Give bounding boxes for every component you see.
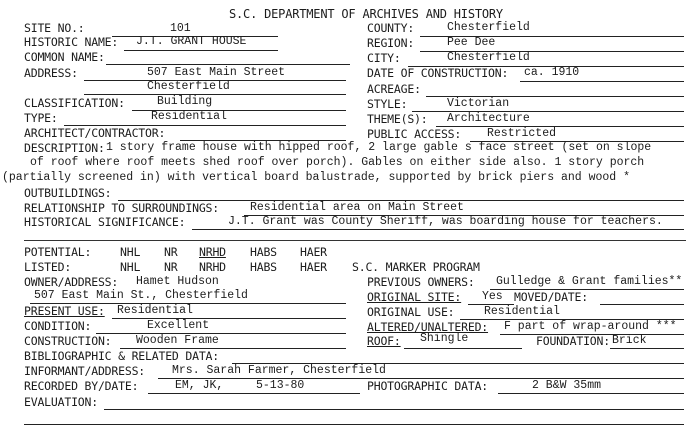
condition-label: CONDITION: (24, 319, 92, 333)
original-site-value: Yes (482, 290, 503, 303)
themes-line (436, 126, 684, 127)
type-label: TYPE: (24, 111, 58, 125)
architect-label: ARCHITECT/CONTRACTOR: (24, 126, 166, 140)
county-label: COUNTY: (367, 21, 415, 35)
previous-owners-value: Gulledge & Grant families** (496, 275, 683, 288)
condition-line (96, 333, 346, 334)
recorded-date-value: 5-13-80 (256, 379, 305, 392)
listed-nrhd: NRHD (199, 260, 226, 274)
public-access-label: PUBLIC ACCESS: (367, 127, 462, 141)
historic-name-value: J.T. GRANT HOUSE (136, 35, 247, 48)
informant-value: Mrs. Sarah Farmer, Chesterfield (172, 364, 386, 377)
photographic-label: PHOTOGRAPHIC DATA: (367, 379, 489, 393)
classification-label: CLASSIFICATION: (24, 96, 125, 110)
construction-value: Wooden Frame (136, 334, 219, 347)
themes-value: Architecture (447, 112, 530, 125)
altered-label: ALTERED/UNALTERED: (367, 320, 489, 334)
outbuildings-label: OUTBUILDINGS: (24, 186, 112, 200)
potential-habs: HABS (250, 245, 277, 259)
county-value: Chesterfield (447, 21, 530, 34)
address-label: ADDRESS: (24, 66, 78, 80)
marker-program-label: S.C. MARKER PROGRAM (352, 260, 480, 274)
owner-label: OWNER/ADDRESS: (24, 275, 119, 289)
description-line-3: (partially screened in) with vertical board balustrade, supported by brick piers and wood * (2, 171, 631, 184)
original-use-label: ORIGINAL USE: (367, 305, 455, 319)
previous-owners-label: PREVIOUS OWNERS: (367, 275, 475, 289)
relationship-label: RELATIONSHIP TO SURROUNDINGS: (24, 201, 219, 215)
condition-value: Excellent (147, 319, 210, 332)
owner-value-2: 507 East Main St., Chesterfield (34, 289, 248, 302)
recorded-label: RECORDED BY/DATE: (24, 379, 139, 393)
foundation-line (610, 348, 684, 349)
evaluation-label: EVALUATION: (24, 395, 98, 409)
moved-date-label: MOVED/DATE: (514, 290, 588, 304)
informant-label: INFORMANT/ADDRESS: (24, 364, 146, 378)
section-divider (24, 240, 686, 241)
historical-significance-value: J.T. Grant was County Sheriff, was boarding house for teachers. (228, 215, 663, 228)
common-name-label: COMMON NAME: (24, 50, 105, 64)
date-construction-line (520, 81, 684, 82)
acreage-label: ACREAGE: (367, 82, 421, 96)
themes-label: THEME(S): (367, 112, 428, 126)
roof-label: ROOF: (367, 334, 401, 348)
description-line-1: 1 story frame house with hipped roof, 2 large gable s face street (set on slope (106, 141, 652, 154)
foundation-value: Brick (612, 334, 647, 347)
address-value-1: 507 East Main Street (147, 66, 286, 79)
historical-significance-line (192, 229, 684, 230)
form-header: S.C. DEPARTMENT OF ARCHIVES AND HISTORY (229, 7, 503, 21)
bibliographic-label: BIBLIOGRAPHIC & RELATED DATA: (24, 349, 219, 363)
photographic-line (498, 393, 684, 394)
region-value: Pee Dee (447, 36, 496, 49)
classification-value: Building (157, 95, 213, 108)
style-value: Victorian (447, 97, 510, 110)
original-site-label: ORIGINAL SITE: (367, 290, 462, 304)
date-construction-label: DATE OF CONSTRUCTION: (367, 66, 509, 80)
potential-nhl: NHL (120, 245, 141, 259)
historical-significance-label: HISTORICAL SIGNIFICANCE: (24, 215, 186, 229)
potential-nr: NR (164, 245, 178, 259)
historic-name-label: HISTORIC NAME: (24, 35, 119, 49)
foundation-label: FOUNDATION: (536, 334, 610, 348)
description-label: DESCRIPTION: (24, 141, 105, 155)
common-name-line (106, 64, 350, 65)
original-use-value: Residential (484, 305, 560, 318)
site-no-value: 101 (170, 22, 191, 35)
listed-nhl: NHL (120, 260, 141, 274)
photographic-value: 2 B&W 35mm (532, 379, 602, 392)
moved-date-line (600, 304, 684, 305)
address-value-2: Chesterfield (147, 80, 230, 93)
potential-nrhd: NRHD (199, 245, 226, 259)
site-no-label: SITE NO.: (24, 21, 85, 35)
listed-nr: NR (164, 260, 178, 274)
region-label: REGION: (367, 36, 415, 50)
relationship-value: Residential area on Main Street (250, 201, 464, 214)
historic-name-line (124, 50, 278, 51)
present-use-value: Residential (117, 304, 193, 317)
recorded-line (148, 393, 360, 394)
altered-value: F part of wrap-around *** (504, 320, 677, 333)
present-use-label: PRESENT USE: (24, 304, 105, 318)
style-label: STYLE: (367, 97, 408, 111)
public-access-value: Restricted (487, 127, 557, 140)
evaluation-line-2 (24, 424, 684, 425)
listed-habs: HABS (250, 260, 277, 274)
date-construction-value: ca. 1910 (524, 66, 580, 79)
roof-line (404, 348, 522, 349)
potential-haer: HAER (300, 245, 327, 259)
city-label: CITY: (367, 51, 401, 65)
potential-label: POTENTIAL: (24, 245, 92, 259)
evaluation-line-1 (104, 409, 684, 410)
listed-label: LISTED: (24, 260, 72, 274)
recorded-value: EM, JK, (175, 379, 224, 392)
construction-label: CONSTRUCTION: (24, 334, 112, 348)
type-value: Residential (151, 110, 227, 123)
roof-value: Shingle (420, 332, 469, 345)
description-line-2: of roof where roof meets shed roof over porch). Gables on either side also. 1 story porch (30, 156, 645, 169)
address-line-2 (84, 94, 346, 95)
owner-value-1: Hamet Hudson (136, 275, 219, 288)
listed-haer: HAER (300, 260, 327, 274)
city-value: Chesterfield (447, 51, 530, 64)
